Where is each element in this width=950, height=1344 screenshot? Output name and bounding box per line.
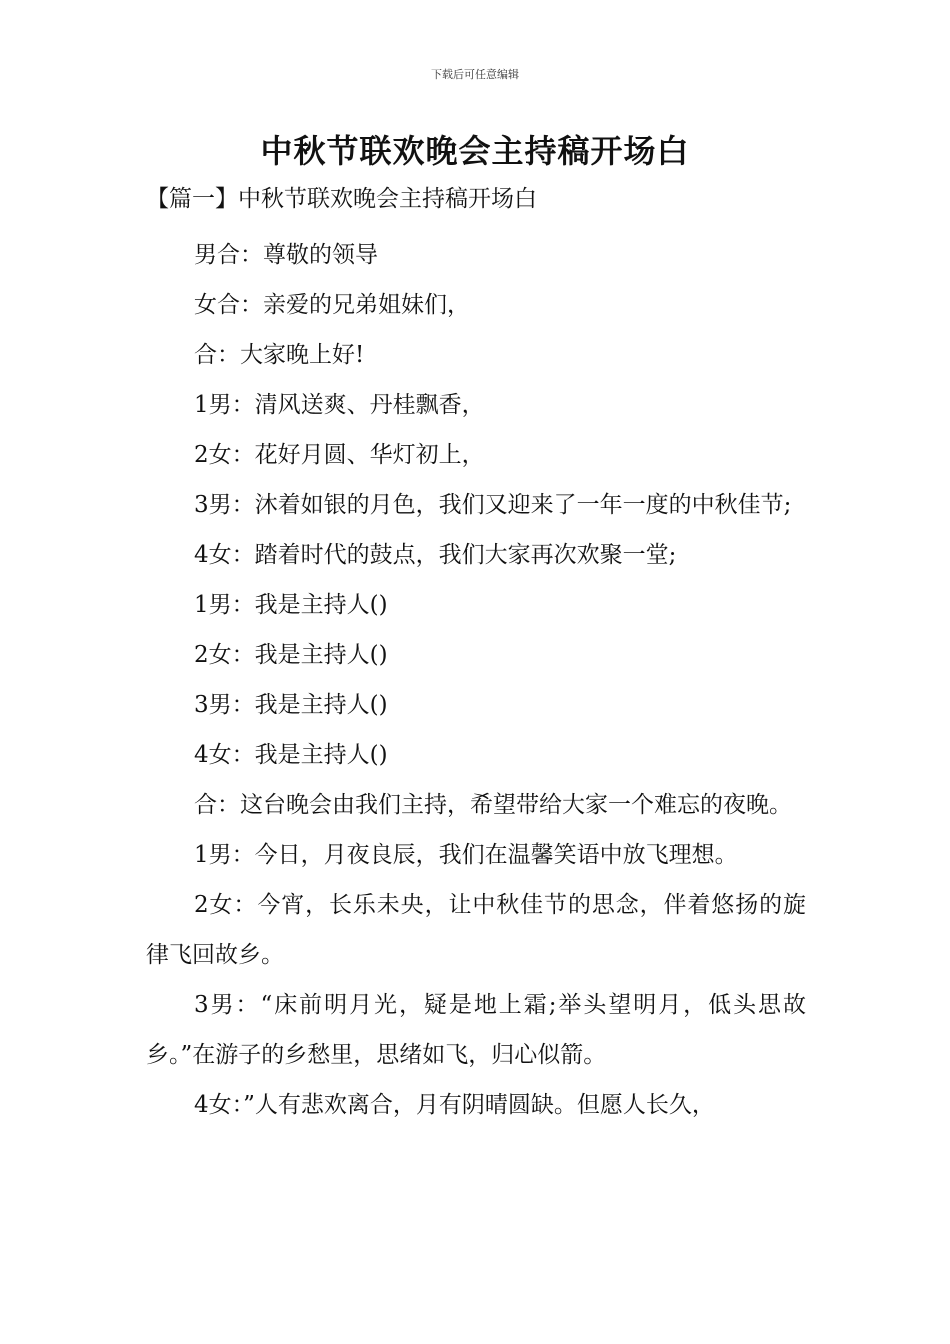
- paragraph: 男合：尊敬的领导: [194, 242, 378, 268]
- paragraph: 1男：今日，月夜良辰，我们在温馨笑语中放飞理想。: [194, 842, 738, 868]
- paragraph: 4女：我是主持人(): [194, 742, 388, 768]
- paragraph: 3男：沐着如银的月色，我们又迎来了一年一度的中秋佳节;: [194, 492, 792, 518]
- paragraph: 女合：亲爱的兄弟姐妹们，: [194, 292, 470, 318]
- paragraph: 3男：我是主持人(): [194, 692, 388, 718]
- paragraph: 2女：花好月圆、华灯初上，: [194, 442, 485, 468]
- paragraph: 2女：今宵，长乐未央，让中秋佳节的思念，伴着悠扬的旋律飞回故乡。: [146, 892, 806, 968]
- paragraph: 2女：我是主持人(): [194, 642, 388, 668]
- document-title: 中秋节联欢晚会主持稿开场白: [260, 132, 690, 170]
- paragraph: 3男：“床前明月光，疑是地上霜;举头望明月，低头思故乡。”在游子的乡愁里，思绪如飞，归心似箭。: [146, 992, 806, 1068]
- paragraph: 1男：清风送爽、丹桂飘香，: [194, 392, 485, 418]
- paragraph: 合：大家晚上好!: [194, 342, 365, 368]
- paragraph: 4女：踏着时代的鼓点，我们大家再次欢聚一堂;: [194, 542, 677, 568]
- section-heading: 【篇一】中秋节联欢晚会主持稿开场白: [146, 186, 537, 212]
- paragraph: 4女：”人有悲欢离合，月有阴晴圆缺。但愿人长久，: [194, 1092, 715, 1118]
- header-note: 下载后可任意编辑: [431, 68, 519, 81]
- paragraph: 合：这台晚会由我们主持，希望带给大家一个难忘的夜晚。: [194, 792, 792, 818]
- paragraph: 1男：我是主持人(): [194, 592, 388, 618]
- document-body: [146, 230, 806, 1130]
